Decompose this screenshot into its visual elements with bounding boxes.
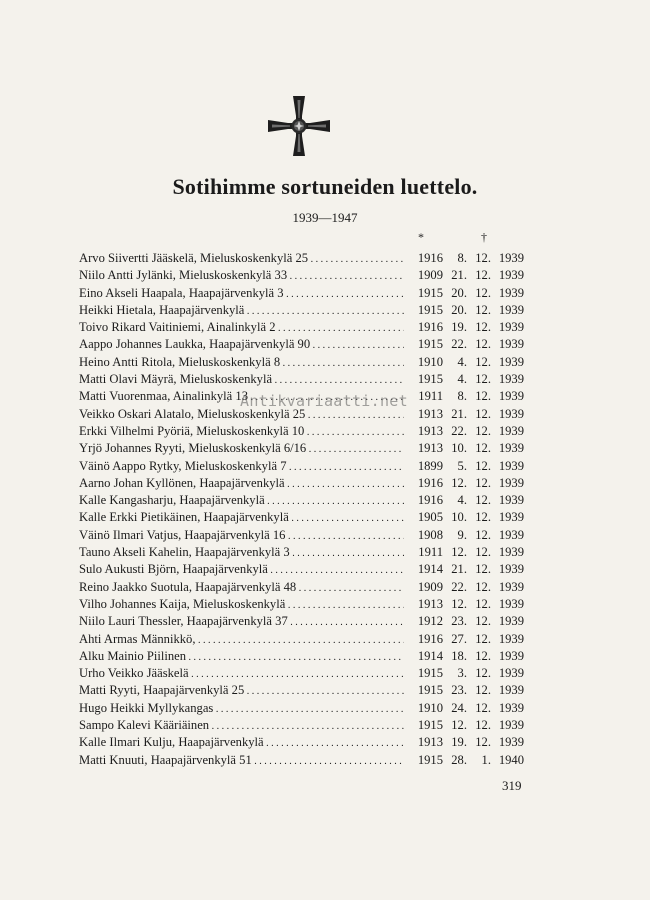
death-year: 1939 <box>498 527 524 542</box>
birth-year: 1916 <box>417 320 443 335</box>
death-month: 12. <box>475 666 491 681</box>
death-month: 12. <box>475 268 491 283</box>
list-item <box>79 509 524 526</box>
death-month: 12. <box>475 614 491 629</box>
death-month: 12. <box>475 579 491 594</box>
entry-name: Väinö Aappo Rytky, Mieluskoskenkylä 7 . . . <box>79 458 404 476</box>
entry-name: Yrjö Johannes Ryyti, Mieluskoskenkylä 6/16 . . . <box>79 440 404 458</box>
death-month: 12. <box>475 648 491 663</box>
birth-year: 1913 <box>417 596 443 611</box>
death-month: 12. <box>475 562 491 577</box>
birth-year: 1915 <box>417 285 443 300</box>
death-day: 10. <box>451 441 467 456</box>
death-year: 1939 <box>498 614 524 629</box>
death-year: 1939 <box>498 458 524 473</box>
death-day: 24. <box>451 700 467 715</box>
list-item <box>79 734 524 751</box>
birth-year: 1913 <box>417 441 443 456</box>
death-day: 19. <box>451 320 467 335</box>
entry-name: Sampo Kalevi Kääriäinen . . . <box>79 717 404 735</box>
list-item <box>79 752 524 769</box>
entry-name: Kalle Erkki Pietikäinen, Haapajärvenkylä . . . <box>79 509 404 527</box>
death-day: 20. <box>451 285 467 300</box>
death-year: 1939 <box>498 372 524 387</box>
death-day: 23. <box>451 683 467 698</box>
death-year: 1939 <box>498 596 524 611</box>
birth-year: 1915 <box>417 752 443 767</box>
death-month: 12. <box>475 389 491 404</box>
death-year: 1939 <box>498 441 524 456</box>
death-year: 1939 <box>498 718 524 733</box>
entry-name: Aarno Johan Kyllönen, Haapajärvenkylä . . . <box>79 475 404 493</box>
death-year: 1939 <box>498 475 524 490</box>
death-day: 8. <box>457 251 467 265</box>
entry-name: Matti Olavi Mäyrä, Mieluskoskenkylä . . . <box>79 371 404 389</box>
cross-emblem-icon <box>266 94 332 158</box>
list-item <box>79 527 524 544</box>
page-title: Sotihimme sortuneiden luettelo. <box>172 174 478 199</box>
list-item <box>79 475 524 492</box>
entry-name: Niilo Lauri Thessler, Haapajärvenkylä 37 . . . <box>79 613 404 631</box>
death-year: 1939 <box>498 337 524 352</box>
entry-name: Veikko Oskari Alatalo, Mieluskoskenkylä 25 . . . <box>79 406 404 424</box>
death-month: 12. <box>475 302 491 317</box>
birth-year: 1916 <box>417 631 443 646</box>
death-year: 1939 <box>498 510 524 525</box>
list-item <box>79 267 524 284</box>
death-year: 1939 <box>498 631 524 646</box>
death-column-header: † <box>481 230 487 244</box>
death-day: 20. <box>451 302 467 317</box>
death-month: 12. <box>475 700 491 715</box>
birth-year: 1915 <box>417 683 443 698</box>
death-month: 1. <box>481 752 491 767</box>
death-month: 12. <box>475 320 491 335</box>
list-item <box>79 354 524 371</box>
death-year: 1939 <box>498 320 524 335</box>
death-day: 22. <box>451 579 467 594</box>
entry-name: Matti Vuorenmaa, Ainalinkylä 13 . . . <box>79 388 404 406</box>
birth-year: 1908 <box>417 527 443 542</box>
death-year: 1939 <box>498 700 524 715</box>
death-day: 12. <box>451 596 467 611</box>
list-item <box>79 631 524 648</box>
death-day: 12. <box>451 718 467 733</box>
death-month: 12. <box>475 735 491 750</box>
birth-year: 1899 <box>417 458 443 473</box>
birth-year: 1913 <box>417 423 443 438</box>
period-subtitle: 1939—1947 <box>292 210 358 225</box>
watermark: Antikvariaatti.net <box>240 392 408 410</box>
birth-year: 1910 <box>417 354 443 369</box>
birth-year: 1909 <box>417 268 443 283</box>
death-year: 1939 <box>498 562 524 577</box>
death-year: 1939 <box>498 406 524 421</box>
death-year: 1939 <box>498 302 524 317</box>
death-year: 1939 <box>498 423 524 438</box>
death-day: 21. <box>451 406 467 421</box>
entry-name: Matti Ryyti, Haapajärvenkylä 25 . . . <box>79 682 404 700</box>
list-item <box>79 700 524 717</box>
death-year: 1939 <box>498 354 524 369</box>
birth-year: 1916 <box>417 475 443 490</box>
death-day: 8. <box>457 389 467 404</box>
birth-year: 1914 <box>417 562 443 577</box>
entry-name: Eino Akseli Haapala, Haapajärvenkylä 3 . . . <box>79 285 404 303</box>
death-day: 21. <box>451 562 467 577</box>
death-month: 12. <box>475 251 491 265</box>
birth-year: 1912 <box>417 614 443 629</box>
entry-name: Ahti Armas Männikkö, . . . <box>79 631 404 649</box>
entry-name: Arvo Siivertti Jääskelä, Mieluskoskenkylä 25 . . . <box>79 250 404 268</box>
death-month: 12. <box>475 527 491 542</box>
entry-name: Aappo Johannes Laukka, Haapajärvenkylä 90 . . . <box>79 336 404 354</box>
death-year: 1939 <box>498 545 524 560</box>
death-month: 12. <box>475 510 491 525</box>
death-month: 12. <box>475 406 491 421</box>
list-item <box>79 440 524 457</box>
list-item <box>79 458 524 475</box>
birth-year: 1915 <box>417 372 443 387</box>
entry-name: Alku Mainio Piilinen . . . <box>79 648 404 666</box>
death-month: 12. <box>475 458 491 473</box>
death-month: 12. <box>475 493 491 508</box>
death-month: 12. <box>475 683 491 698</box>
list-item <box>79 717 524 734</box>
entry-name: Hugo Heikki Myllykangas . . . <box>79 700 404 718</box>
list-item <box>79 423 524 440</box>
list-item <box>79 371 524 388</box>
list-item <box>79 613 524 630</box>
entry-name: Urho Veikko Jääskelä . . . <box>79 665 404 683</box>
death-year: 1939 <box>498 735 524 750</box>
death-day: 19. <box>451 735 467 750</box>
list-item <box>79 336 524 353</box>
death-day: 4. <box>457 493 467 508</box>
death-day: 27. <box>451 631 467 646</box>
birth-year: 1909 <box>417 579 443 594</box>
list-item <box>79 561 524 578</box>
death-year: 1939 <box>498 251 524 265</box>
death-day: 3. <box>457 666 467 681</box>
death-month: 12. <box>475 631 491 646</box>
entry-name: Reino Jaakko Suotula, Haapajärvenkylä 48 . . . <box>79 579 404 597</box>
list-item <box>79 285 524 302</box>
birth-year: 1913 <box>417 735 443 750</box>
entry-name: Heikki Hietala, Haapajärvenkylä . . . <box>79 302 404 320</box>
birth-year: 1911 <box>418 389 443 404</box>
death-year: 1939 <box>498 389 524 404</box>
death-day: 23. <box>451 614 467 629</box>
death-year: 1939 <box>498 579 524 594</box>
list-item <box>79 596 524 613</box>
death-month: 12. <box>475 718 491 733</box>
birth-year: 1913 <box>417 406 443 421</box>
death-year: 1939 <box>498 285 524 300</box>
death-month: 12. <box>475 441 491 456</box>
entry-name: Sulo Aukusti Björn, Haapajärvenkylä . . . <box>79 561 404 579</box>
entry-name: Matti Knuuti, Haapajärvenkylä 51 . . . <box>79 752 404 770</box>
entry-name: Tauno Akseli Kahelin, Haapajärvenkylä 3 . . . <box>79 544 404 562</box>
death-day: 22. <box>451 423 467 438</box>
death-year: 1939 <box>498 666 524 681</box>
death-day: 21. <box>451 268 467 283</box>
death-year: 1939 <box>498 268 524 283</box>
death-month: 12. <box>475 423 491 438</box>
list-item <box>79 648 524 665</box>
birth-year: 1915 <box>417 337 443 352</box>
death-month: 12. <box>475 285 491 300</box>
list-item <box>79 579 524 596</box>
list-item <box>79 492 524 509</box>
death-month: 12. <box>475 596 491 611</box>
death-year: 1939 <box>498 648 524 663</box>
list-item <box>79 665 524 682</box>
entry-name: Heino Antti Ritola, Mieluskoskenkylä 8 . . . <box>79 354 404 372</box>
birth-year: 1915 <box>417 302 443 317</box>
death-day: 12. <box>451 475 467 490</box>
death-day: 5. <box>457 458 467 473</box>
entry-name: Kalle Kangasharju, Haapajärvenkylä . . . <box>79 492 404 510</box>
entry-name: Väinö Ilmari Vatjus, Haapajärvenkylä 16 . . . <box>79 527 404 545</box>
list-item <box>79 302 524 319</box>
birth-year: 1914 <box>417 648 443 663</box>
death-day: 4. <box>457 354 467 369</box>
death-day: 18. <box>451 648 467 663</box>
page-number: 319 <box>502 778 522 793</box>
death-day: 28. <box>451 752 467 767</box>
death-day: 9. <box>457 527 467 542</box>
death-month: 12. <box>475 354 491 369</box>
entry-name: Niilo Antti Jylänki, Mieluskoskenkylä 33 . . . <box>79 267 404 285</box>
casualty-list <box>79 250 524 769</box>
list-item <box>79 544 524 561</box>
birth-year: 1916 <box>417 251 443 265</box>
entry-name: Vilho Johannes Kaija, Mieluskoskenkylä . . . <box>79 596 404 614</box>
death-month: 12. <box>475 337 491 352</box>
birth-year: 1905 <box>417 510 443 525</box>
list-item <box>79 319 524 336</box>
birth-year: 1916 <box>417 493 443 508</box>
death-year: 1940 <box>498 752 524 767</box>
death-year: 1939 <box>498 493 524 508</box>
death-month: 12. <box>475 475 491 490</box>
death-day: 22. <box>451 337 467 352</box>
death-day: 4. <box>457 372 467 387</box>
death-day: 12. <box>451 545 467 560</box>
death-month: 12. <box>475 372 491 387</box>
birth-year: 1915 <box>417 666 443 681</box>
list-item <box>79 682 524 699</box>
death-day: 10. <box>451 510 467 525</box>
entry-name: Erkki Vilhelmi Pyöriä, Mieluskoskenkylä 10 . . . <box>79 423 404 441</box>
birth-year: 1911 <box>418 545 443 560</box>
death-month: 12. <box>475 545 491 560</box>
birth-year: 1915 <box>417 718 443 733</box>
entry-name: Kalle Ilmari Kulju, Haapajärvenkylä . . . <box>79 734 404 752</box>
birth-column-header: * <box>418 230 424 244</box>
birth-year: 1910 <box>417 700 443 715</box>
death-year: 1939 <box>498 683 524 698</box>
list-item <box>79 250 524 267</box>
entry-name: Toivo Rikard Vaitiniemi, Ainalinkylä 2 . . . <box>79 319 404 337</box>
